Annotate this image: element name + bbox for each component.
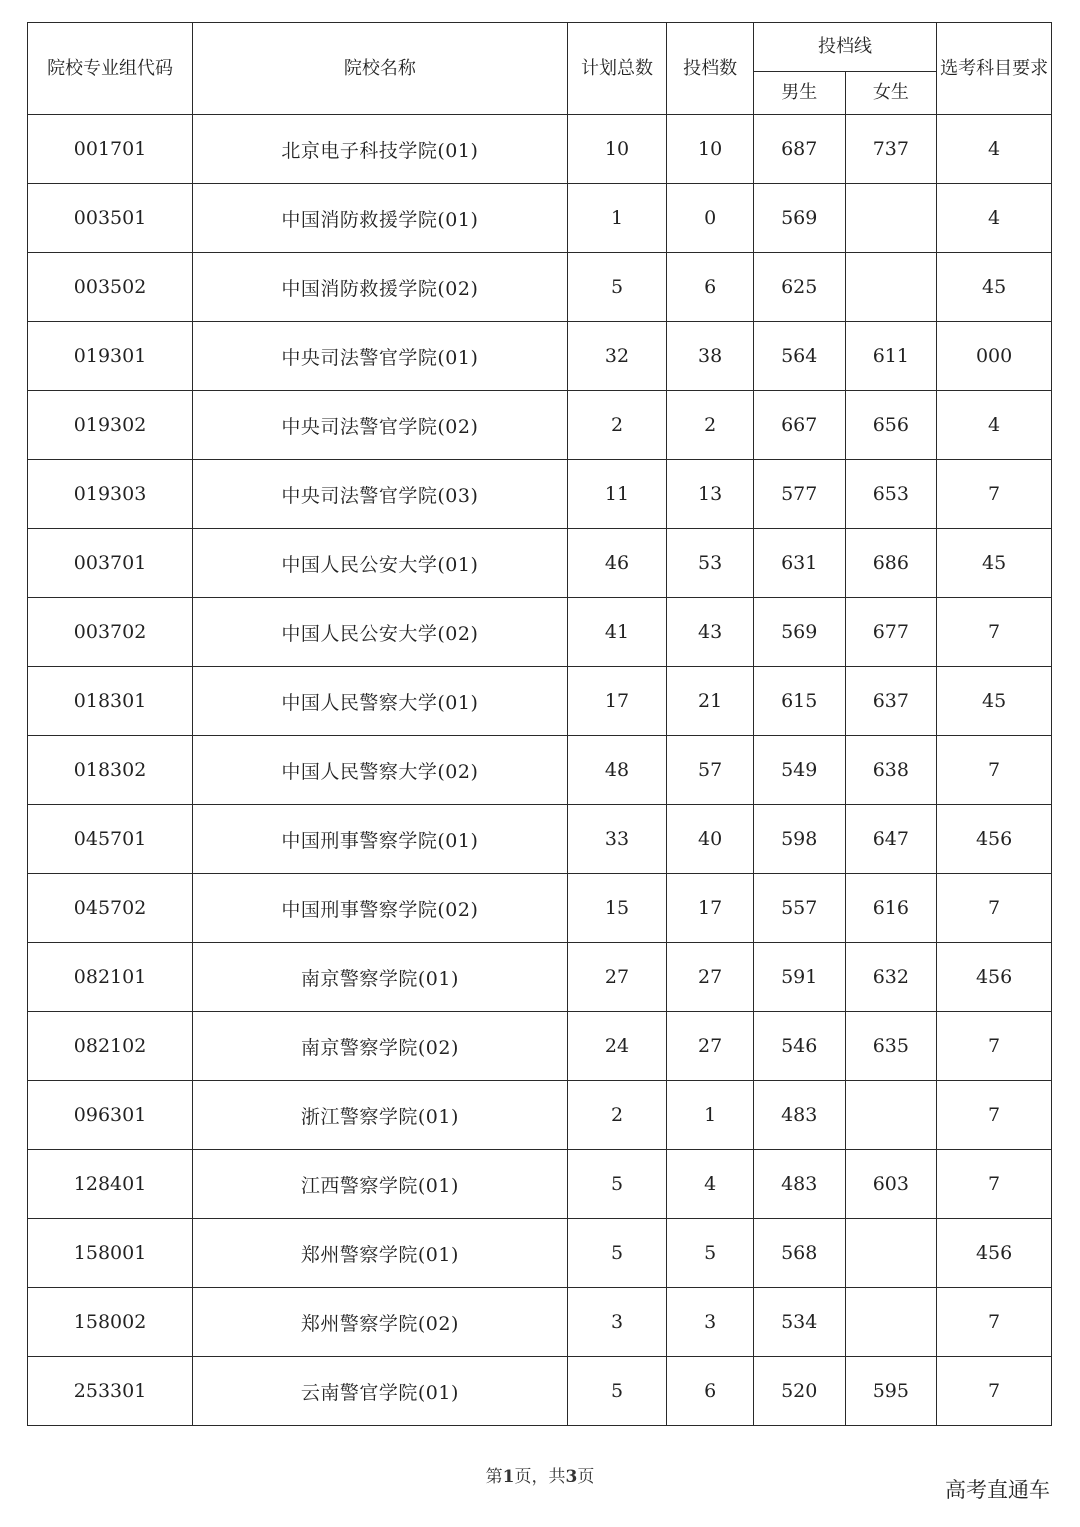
cell-plan: 2 [567, 1081, 667, 1150]
cell-plan: 41 [567, 598, 667, 667]
cell-male: 569 [753, 598, 845, 667]
cell-name: 中央司法警官学院(02) [193, 391, 568, 460]
page-indicator [0, 1462, 1080, 1487]
table-row [28, 391, 1052, 460]
cell-admitted: 57 [667, 736, 754, 805]
cell-requirement: 7 [937, 874, 1052, 943]
cell-plan: 32 [567, 322, 667, 391]
cell-name: 云南警官学院(01) [193, 1357, 568, 1426]
cell-requirement: 4 [937, 184, 1052, 253]
cell-admitted: 0 [667, 184, 754, 253]
cell-requirement: 4 [937, 391, 1052, 460]
page-middle: 页，共 [514, 1467, 566, 1487]
cell-code: 082102 [28, 1012, 193, 1081]
cell-admitted: 1 [667, 1081, 754, 1150]
cell-male: 483 [753, 1081, 845, 1150]
page-number: 1 [502, 1467, 515, 1487]
table-row [28, 1219, 1052, 1288]
cell-code: 045701 [28, 805, 193, 874]
cell-code: 003501 [28, 184, 193, 253]
cell-admitted: 5 [667, 1219, 754, 1288]
cell-male: 557 [753, 874, 845, 943]
cell-requirement: 45 [937, 253, 1052, 322]
cell-female [845, 1219, 937, 1288]
cell-name: 中国人民公安大学(02) [193, 598, 568, 667]
cell-male: 667 [753, 391, 845, 460]
cell-name: 浙江警察学院(01) [193, 1081, 568, 1150]
cell-name: 郑州警察学院(02) [193, 1288, 568, 1357]
cell-plan: 5 [567, 1357, 667, 1426]
cell-code: 253301 [28, 1357, 193, 1426]
cell-plan: 24 [567, 1012, 667, 1081]
cell-female: 611 [845, 322, 937, 391]
cell-admitted: 27 [667, 943, 754, 1012]
cell-male: 631 [753, 529, 845, 598]
table-row [28, 598, 1052, 667]
cell-code: 003702 [28, 598, 193, 667]
cell-code: 082101 [28, 943, 193, 1012]
cell-requirement: 7 [937, 598, 1052, 667]
cell-code: 158002 [28, 1288, 193, 1357]
cell-male: 520 [753, 1357, 845, 1426]
table-row [28, 1288, 1052, 1357]
cell-requirement: 7 [937, 460, 1052, 529]
table-row [28, 529, 1052, 598]
cell-code: 018302 [28, 736, 193, 805]
cell-male: 591 [753, 943, 845, 1012]
watermark: 高考直通车 [945, 1478, 1050, 1502]
cell-code: 128401 [28, 1150, 193, 1219]
cell-code: 001701 [28, 115, 193, 184]
table-row [28, 1012, 1052, 1081]
cell-admitted: 40 [667, 805, 754, 874]
cell-name: 南京警察学院(02) [193, 1012, 568, 1081]
cell-code: 003502 [28, 253, 193, 322]
cell-requirement: 7 [937, 1357, 1052, 1426]
cell-requirement: 7 [937, 736, 1052, 805]
table-row [28, 943, 1052, 1012]
cell-male: 549 [753, 736, 845, 805]
table-row [28, 115, 1052, 184]
cell-male: 564 [753, 322, 845, 391]
cell-female: 603 [845, 1150, 937, 1219]
cell-name: 南京警察学院(01) [193, 943, 568, 1012]
cell-plan: 27 [567, 943, 667, 1012]
table-row [28, 805, 1052, 874]
cell-code: 158001 [28, 1219, 193, 1288]
cell-female: 737 [845, 115, 937, 184]
header-male: 男生 [753, 72, 845, 115]
table-row [28, 1357, 1052, 1426]
cell-requirement: 4 [937, 115, 1052, 184]
cell-female: 637 [845, 667, 937, 736]
cell-plan: 17 [567, 667, 667, 736]
cell-female: 647 [845, 805, 937, 874]
cell-male: 568 [753, 1219, 845, 1288]
cell-admitted: 3 [667, 1288, 754, 1357]
cell-name: 中国人民公安大学(01) [193, 529, 568, 598]
cell-admitted: 38 [667, 322, 754, 391]
cell-requirement: 7 [937, 1012, 1052, 1081]
table-row [28, 1081, 1052, 1150]
cell-name: 中国人民警察大学(01) [193, 667, 568, 736]
table-row [28, 667, 1052, 736]
cell-name: 中央司法警官学院(01) [193, 322, 568, 391]
table-row [28, 253, 1052, 322]
cell-plan: 15 [567, 874, 667, 943]
cell-male: 483 [753, 1150, 845, 1219]
cell-requirement: 7 [937, 1150, 1052, 1219]
header-name: 院校名称 [193, 23, 568, 115]
page-total: 3 [565, 1467, 578, 1487]
header-requirement: 选考科目要求 [937, 23, 1052, 115]
cell-code: 045702 [28, 874, 193, 943]
cell-female [845, 253, 937, 322]
cell-admitted: 6 [667, 1357, 754, 1426]
header-cutoff: 投档线 [753, 23, 936, 72]
cell-male: 598 [753, 805, 845, 874]
cell-code: 018301 [28, 667, 193, 736]
page-suffix: 页 [577, 1467, 595, 1487]
cell-requirement: 45 [937, 667, 1052, 736]
cell-name: 中央司法警官学院(03) [193, 460, 568, 529]
table-body [28, 115, 1052, 1426]
cell-plan: 3 [567, 1288, 667, 1357]
page-prefix: 第 [485, 1467, 503, 1487]
table-row [28, 874, 1052, 943]
cell-requirement: 7 [937, 1081, 1052, 1150]
cell-requirement: 7 [937, 1288, 1052, 1357]
cell-female: 616 [845, 874, 937, 943]
cell-requirement: 456 [937, 1219, 1052, 1288]
cell-code: 019301 [28, 322, 193, 391]
cell-female: 677 [845, 598, 937, 667]
table-row [28, 460, 1052, 529]
cell-male: 615 [753, 667, 845, 736]
header-admitted: 投档数 [667, 23, 754, 115]
cell-plan: 5 [567, 1150, 667, 1219]
cell-female: 638 [845, 736, 937, 805]
cell-admitted: 6 [667, 253, 754, 322]
cell-male: 569 [753, 184, 845, 253]
cell-requirement: 45 [937, 529, 1052, 598]
cell-admitted: 17 [667, 874, 754, 943]
cell-name: 郑州警察学院(01) [193, 1219, 568, 1288]
cell-code: 003701 [28, 529, 193, 598]
cell-female: 656 [845, 391, 937, 460]
cell-female [845, 1081, 937, 1150]
cell-plan: 1 [567, 184, 667, 253]
cell-female: 635 [845, 1012, 937, 1081]
cell-name: 中国刑事警察学院(01) [193, 805, 568, 874]
cell-plan: 46 [567, 529, 667, 598]
cell-female: 653 [845, 460, 937, 529]
header-code: 院校专业组代码 [28, 23, 193, 115]
cell-male: 534 [753, 1288, 845, 1357]
table-row [28, 322, 1052, 391]
cell-female [845, 184, 937, 253]
cell-admitted: 4 [667, 1150, 754, 1219]
cell-name: 江西警察学院(01) [193, 1150, 568, 1219]
cell-male: 687 [753, 115, 845, 184]
cell-plan: 5 [567, 1219, 667, 1288]
cell-name: 中国消防救援学院(02) [193, 253, 568, 322]
cell-code: 096301 [28, 1081, 193, 1150]
cell-plan: 33 [567, 805, 667, 874]
table-header [28, 23, 1052, 115]
cell-male: 546 [753, 1012, 845, 1081]
cell-admitted: 27 [667, 1012, 754, 1081]
cell-name: 中国刑事警察学院(02) [193, 874, 568, 943]
table-row [28, 1150, 1052, 1219]
cell-female [845, 1288, 937, 1357]
cell-female: 595 [845, 1357, 937, 1426]
cell-admitted: 13 [667, 460, 754, 529]
table-row [28, 736, 1052, 805]
cell-male: 577 [753, 460, 845, 529]
cell-name: 北京电子科技学院(01) [193, 115, 568, 184]
cell-requirement: 000 [937, 322, 1052, 391]
admission-table [27, 22, 1052, 1426]
admission-table-container [27, 22, 1052, 1426]
cell-admitted: 53 [667, 529, 754, 598]
cell-female: 632 [845, 943, 937, 1012]
cell-admitted: 21 [667, 667, 754, 736]
header-plan: 计划总数 [567, 23, 667, 115]
cell-requirement: 456 [937, 805, 1052, 874]
cell-plan: 10 [567, 115, 667, 184]
cell-male: 625 [753, 253, 845, 322]
cell-female: 686 [845, 529, 937, 598]
cell-admitted: 2 [667, 391, 754, 460]
cell-name: 中国消防救援学院(01) [193, 184, 568, 253]
cell-requirement: 456 [937, 943, 1052, 1012]
cell-admitted: 10 [667, 115, 754, 184]
cell-code: 019302 [28, 391, 193, 460]
cell-admitted: 43 [667, 598, 754, 667]
cell-plan: 48 [567, 736, 667, 805]
header-female: 女生 [845, 72, 937, 115]
cell-plan: 2 [567, 391, 667, 460]
cell-name: 中国人民警察大学(02) [193, 736, 568, 805]
cell-plan: 11 [567, 460, 667, 529]
table-row [28, 184, 1052, 253]
cell-code: 019303 [28, 460, 193, 529]
cell-plan: 5 [567, 253, 667, 322]
